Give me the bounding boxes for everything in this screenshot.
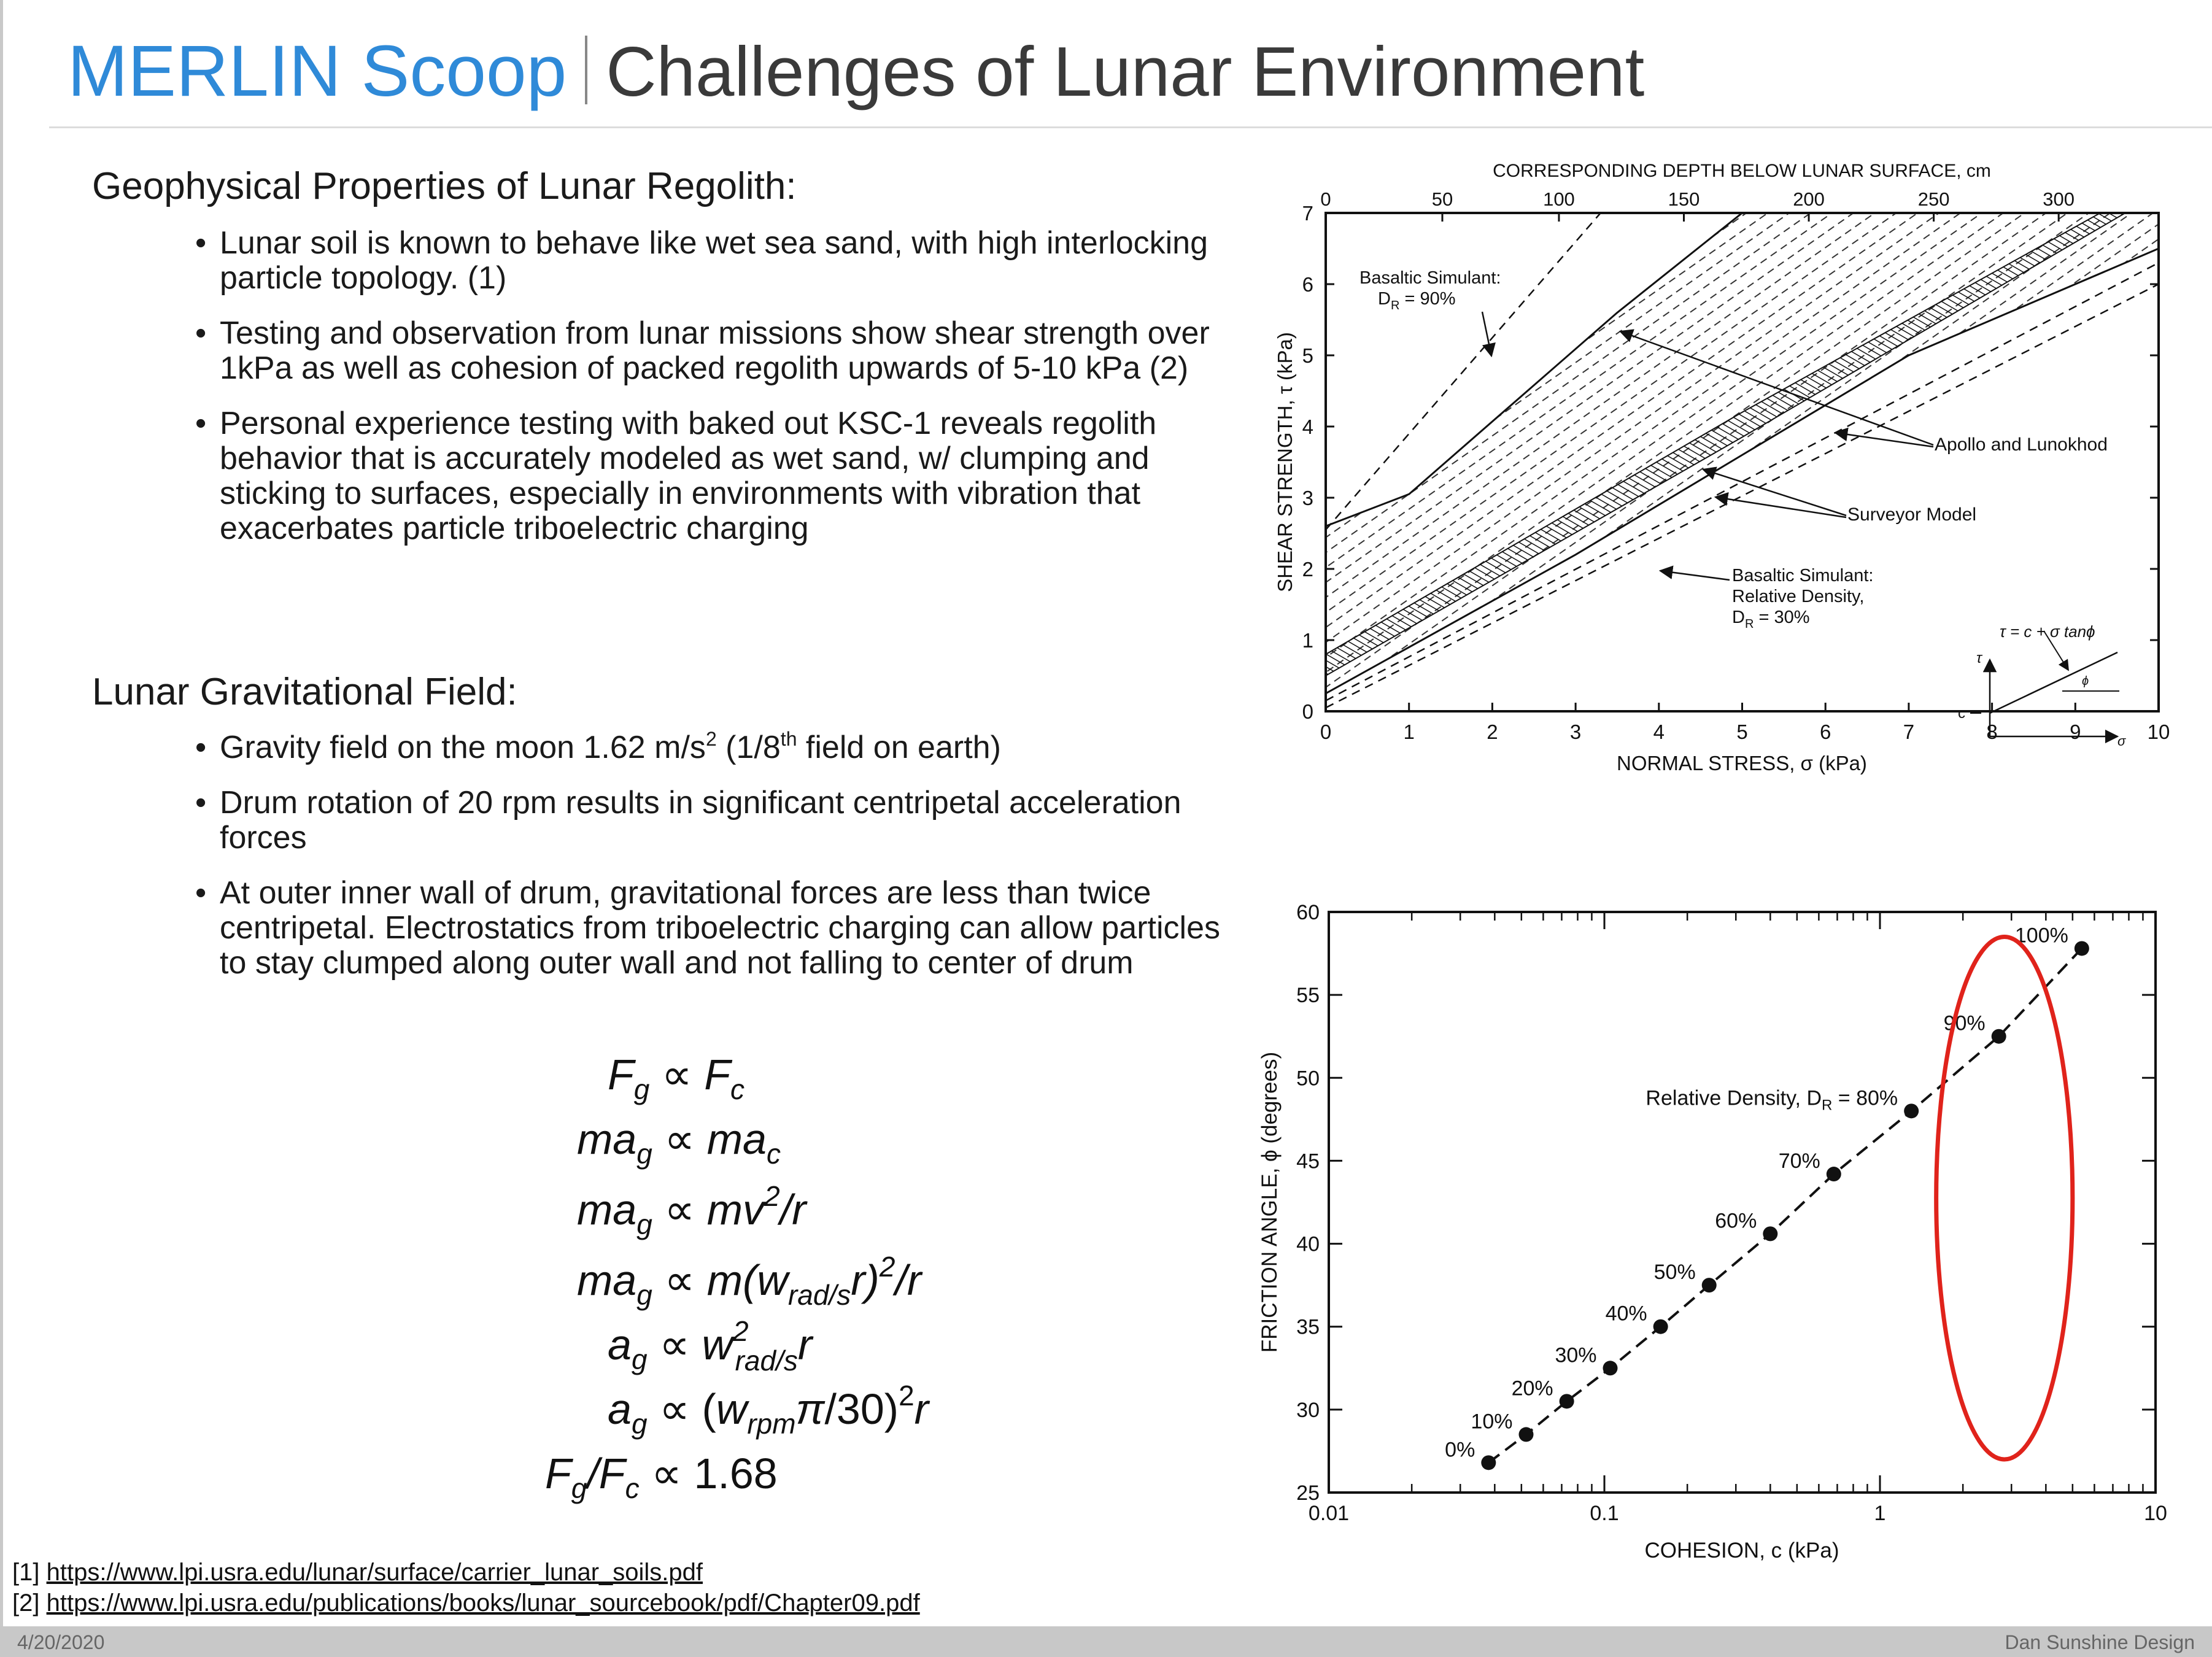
bullet-text: field on earth) [797,730,1001,765]
superscript: 2 [705,728,717,750]
footer-date: 4/20/2020 [17,1631,105,1653]
y-tick-label: 25 [1296,1481,1320,1505]
point-label: 10% [1471,1410,1513,1434]
equation-5: $a_g \propto w^2$ rad/sr [608,1315,813,1377]
friction-angle-chart [1252,890,2212,1565]
equation-1: $F_g \propto F_c$ [608,1051,745,1105]
shear-strength-chart [1264,153,2212,865]
data-point [2075,941,2089,956]
equation-block [528,1043,994,1522]
reference-1 [12,1557,920,1588]
point-label: 50% [1653,1261,1696,1284]
x-tick-label: 1 [1874,1502,1886,1525]
equation-6: $a_g \propto (w_{rpm}\pi/30)^2r$ [608,1380,929,1440]
x-tick-label: 4 [1653,720,1665,743]
point-label: 70% [1778,1149,1820,1173]
y-axis-label: SHEAR STRENGTH, τ (kPa) [1274,332,1296,592]
slide-footer [0,1626,2212,1657]
y-tick-label: 50 [1296,1067,1320,1091]
svg-text:c: c [1958,705,1965,722]
section-heading-gravity: Lunar Gravitational Field: [92,671,517,713]
mohr-coulomb-inset [1958,622,2126,749]
equation-4: $ma_g \propto m(w_{rad/s}r)^2/r$ [577,1251,922,1311]
section-heading-regolith: Geophysical Properties of Lunar Regolith: [92,165,797,207]
x-tick-label: 0.1 [1590,1502,1619,1525]
point-label: 30% [1555,1343,1597,1367]
top-tick-label: 0 [1320,188,1331,210]
data-point [1481,1455,1496,1470]
bullet-item [220,730,1232,765]
svg-text:τ: τ [1976,650,1982,666]
plot-frame [1329,912,2156,1493]
annotation-apollo: Apollo and Lunokhod [1935,435,2108,455]
x-tick-label: 3 [1569,720,1582,743]
y-tick-label: 30 [1296,1398,1320,1422]
y-tick-label: 7 [1302,202,1313,225]
equation-7: $F_g/F_c \propto 1.68$ [545,1450,778,1504]
slide-title: Challenges of Lunar Environment [606,33,1645,111]
ref-number: [1] [12,1559,40,1586]
regolith-bullets [220,226,1232,566]
annotation-basaltic-90: Basaltic Simulant: $D_R = 90\%$ [1359,268,1501,312]
point-label: 40% [1605,1302,1647,1326]
y-tick-label: 3 [1302,487,1313,509]
top-tick-label: 300 [2043,188,2075,210]
y-tick-label: 6 [1302,273,1313,296]
top-tick-label: 50 [1431,188,1453,210]
y-axis-label: FRICTION ANGLE, ϕ (degrees) [1258,1051,1282,1353]
title-divider [585,36,587,104]
data-point [1560,1394,1574,1408]
bullet-item: • Lunar soil is known to behave like wet sea sand, with high interlocking particle topology. (1) [220,226,1232,296]
annotation-basaltic-30: Basaltic Simulant: Relative Density, $D_R = 30\%$ [1732,566,1874,631]
relative-density-curve [1488,948,2082,1462]
bullet-item: • Testing and observation from lunar missions show shear strength over 1kPa as well as cohesion of packed regolith upwards of 5-10 kPa (2) [220,316,1232,386]
brand-title: MERLIN Scoop [68,31,567,112]
header-rule [49,126,2212,128]
x-tick-label: 10 [2144,1502,2167,1525]
top-tick-label: 250 [1917,188,1950,210]
top-tick-label: 150 [1668,188,1700,210]
x-tick-label: 8 [1986,720,1998,743]
svg-text:τ = c + σ tanϕ: τ = c + σ tanϕ [2000,622,2095,641]
top-axis-label: CORRESPONDING DEPTH BELOW LUNAR SURFACE, cm [1493,161,1991,181]
ref-number: [2] [12,1589,40,1616]
y-tick-label: 1 [1302,629,1313,652]
highlight-ellipse [1936,937,2073,1459]
y-tick-label: 55 [1296,984,1320,1008]
x-tick-label: 1 [1403,720,1415,743]
y-tick-label: 2 [1302,558,1313,581]
data-point [1827,1167,1841,1181]
annotation-surveyor: Surveyor Model [1847,504,1977,525]
data-point [1702,1278,1717,1292]
y-tick-label: 40 [1296,1232,1320,1256]
gravity-bullets [220,730,1232,1001]
x-tick-label: 9 [2070,720,2081,743]
data-point [1904,1103,1919,1118]
bullet-item: • At outer inner wall of drum, gravitational forces are less than twice centripetal. Electrostatics from triboelectric charging can allow particles to stay clumped along outer wall and not falling to center of drum [220,876,1232,981]
y-tick-label: 0 [1302,700,1313,723]
references [12,1557,920,1618]
top-tick-label: 100 [1543,188,1575,210]
equation-3: $ma_g \propto mv^2/r$ [577,1180,806,1240]
data-point [1763,1226,1777,1241]
footer-author: Dan Sunshine Design [2005,1631,2195,1653]
data-point [1653,1319,1668,1334]
bullet-item: • Personal experience testing with baked out KSC-1 reveals regolith behavior that is accurately modeled as wet sand, w/ clumping and sticking to surfaces, especially in environments with vibration that exacerbates particle triboelectric charging [220,406,1232,546]
point-label: 20% [1511,1377,1553,1400]
x-axis-label: COHESION, c (kPa) [1644,1539,1839,1562]
y-tick-label: 5 [1302,344,1313,367]
pointer-90 [1482,312,1491,356]
x-axis-label: NORMAL STRESS, σ (kPa) [1617,752,1867,774]
svg-text:ϕ: ϕ [2082,674,2089,688]
bullet-text: (1/8 [716,730,781,765]
bullet-text: Gravity field on the moon 1.62 m/s [220,730,706,765]
x-tick-label: 7 [1903,720,1915,743]
pointer-surveyor-2 [1715,497,1846,517]
svg-text:σ: σ [2117,733,2126,749]
top-tick-label: 200 [1793,188,1825,210]
data-point [1518,1427,1533,1442]
y-tick-label: 35 [1296,1315,1320,1339]
data-point [1992,1029,2006,1044]
y-tick-label: 4 [1302,415,1313,438]
left-edge-rule [0,0,3,1657]
pointer-30 [1660,571,1730,580]
reference-link-2[interactable]: https://www.lpi.usra.edu/publications/books/lunar_sourcebook/pdf/Chapter09.pdf [46,1589,920,1616]
x-tick-label: 0.01 [1308,1502,1350,1525]
x-tick-label: 10 [2147,720,2170,743]
x-tick-label: 6 [1820,720,1831,743]
x-tick-label: 2 [1487,720,1498,743]
reference-link-1[interactable]: https://www.lpi.usra.edu/lunar/surface/carrier_lunar_soils.pdf [46,1559,703,1586]
point-label: Relative Density, $D_R = 80\%$ [1645,1086,1898,1114]
y-tick-label: 60 [1296,901,1320,924]
superscript: th [780,728,797,750]
x-tick-label: 0 [1320,720,1332,743]
slide-header [68,29,1644,122]
data-point [1603,1361,1618,1375]
pointer-surveyor-1 [1703,469,1846,516]
bullet-item: • Drum rotation of 20 rpm results in significant centripetal acceleration forces [220,786,1232,856]
point-label: 90% [1943,1011,1986,1035]
reference-2 [12,1588,920,1618]
x-tick-label: 5 [1736,720,1748,743]
point-label: 60% [1715,1209,1757,1233]
y-tick-label: 45 [1296,1149,1320,1173]
equation-2: $ma_g \propto ma_c$ [577,1115,781,1170]
point-label: 0% [1445,1438,1475,1462]
point-label: 100% [2014,924,2068,948]
